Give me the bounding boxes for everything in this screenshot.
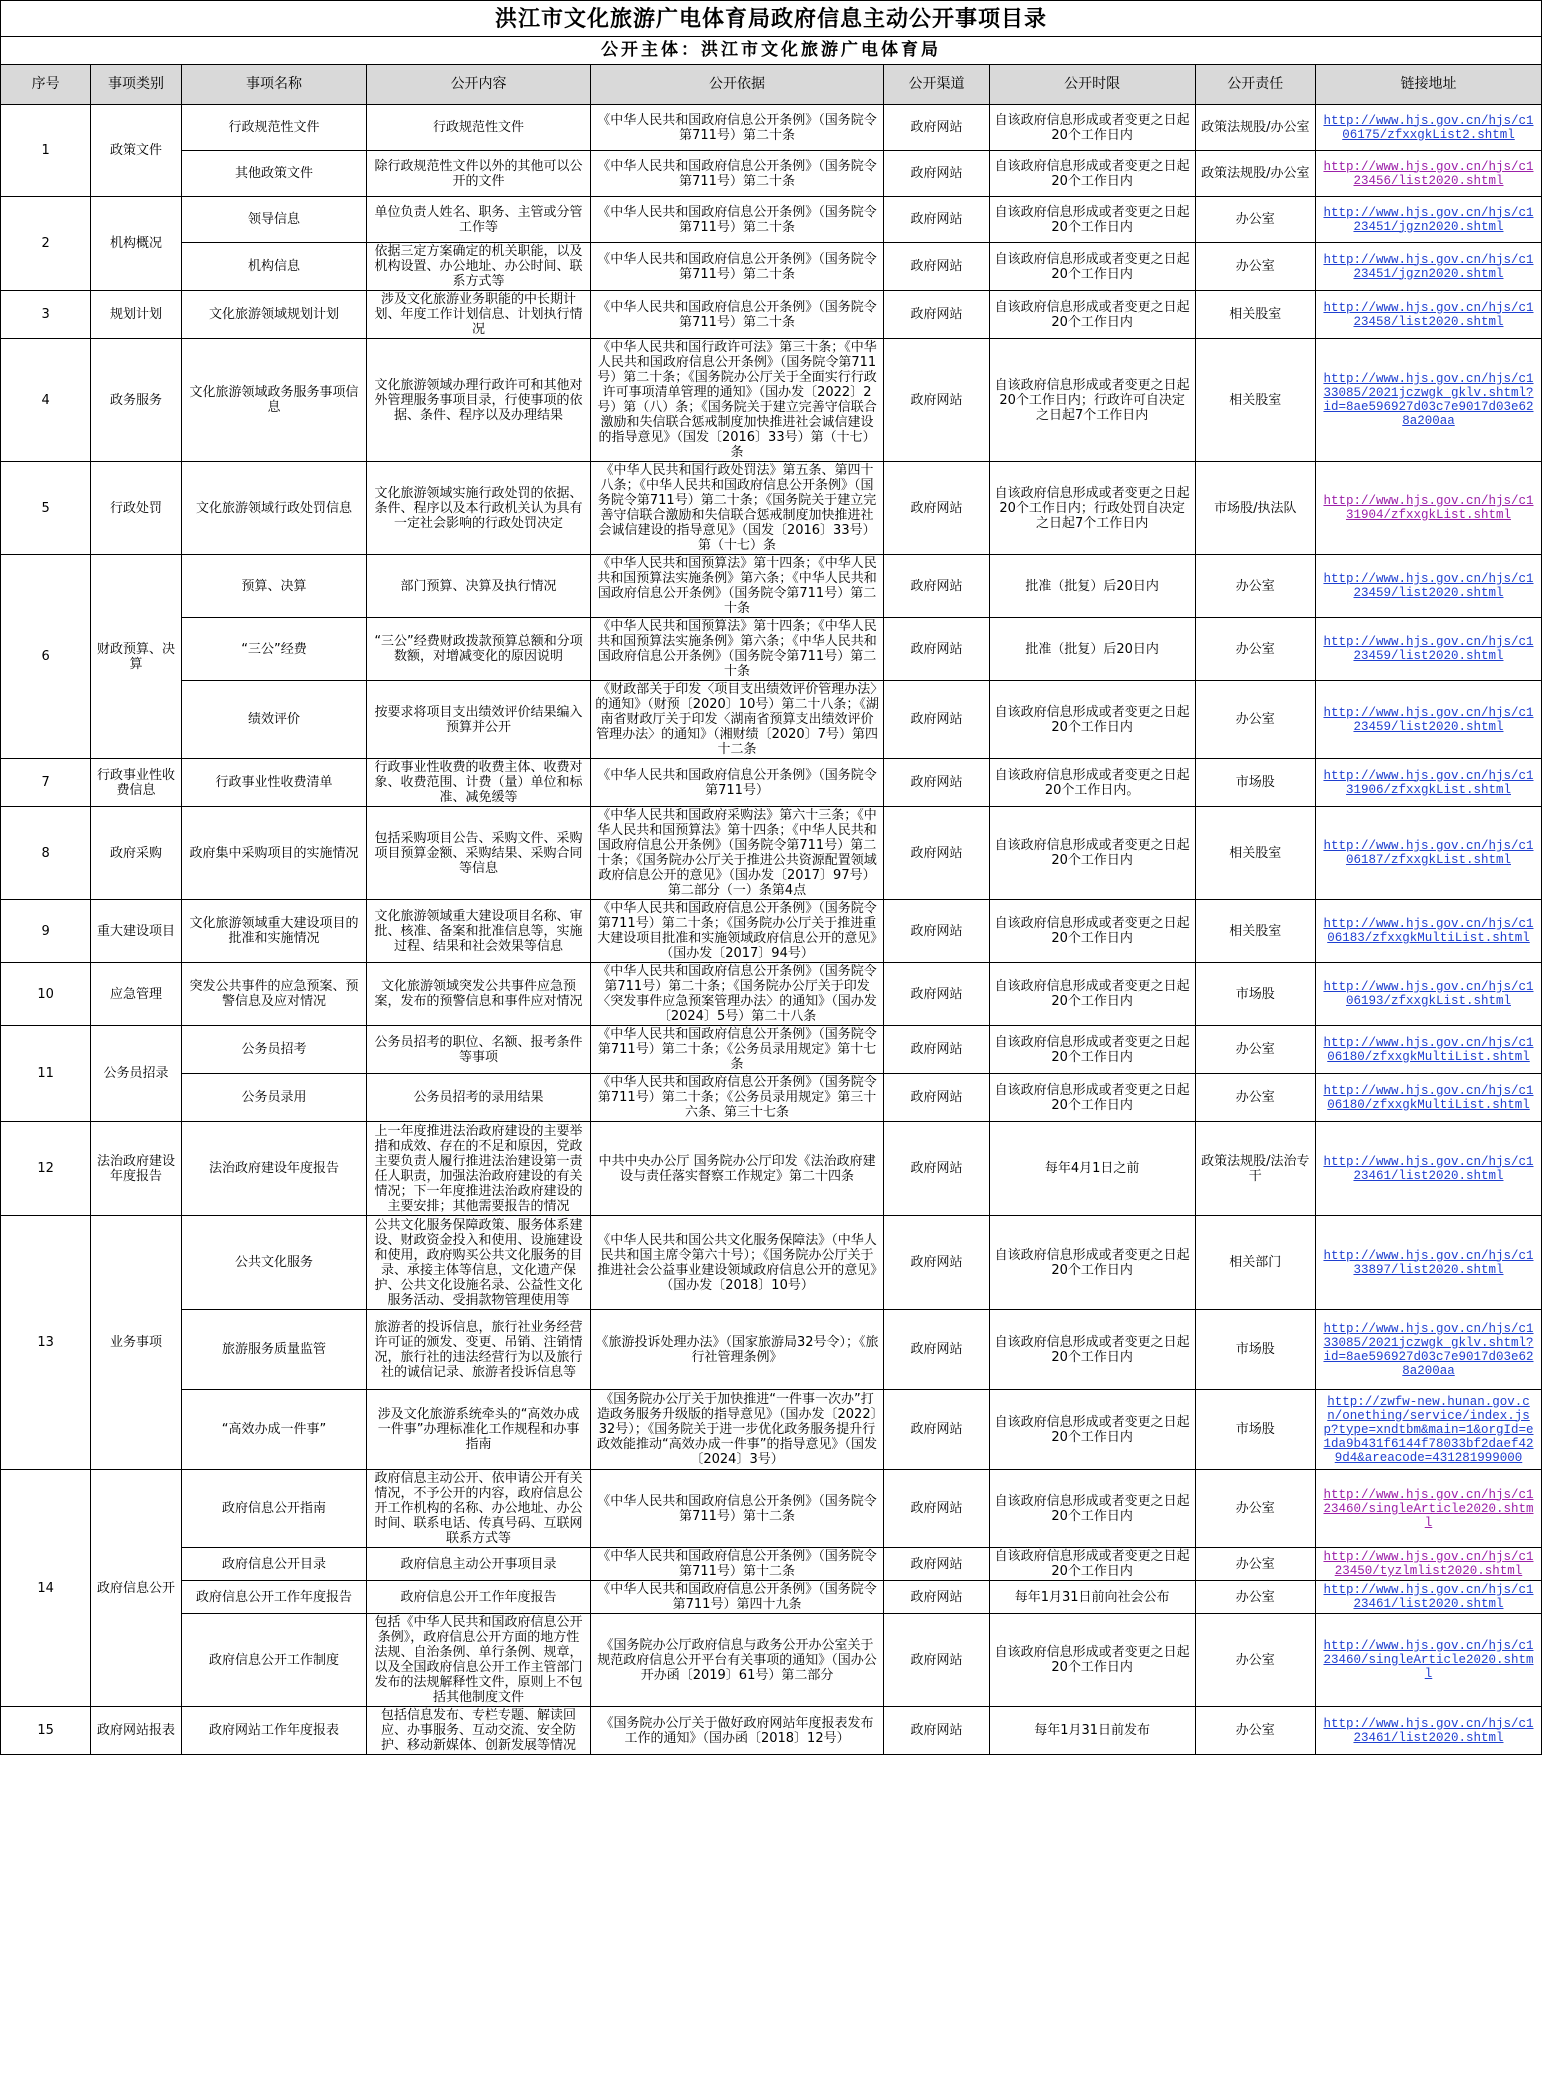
row-basis: 《中华人民共和国政府信息公开条例》（国务院令第711号）第二十条: [590, 151, 884, 197]
table-row: [1, 1707, 1542, 1755]
row-content: 包括《中华人民共和国政府信息公开条例》，政府信息公开方面的地方性法规、自治条例、单行条例、规章，以及全国政府信息公开工作主管部门发布的法规解释性文件，原则上不包括其他制度文件: [367, 1614, 590, 1707]
row-item-name: 行政规范性文件: [181, 105, 367, 151]
row-deadline: 自该政府信息形成或者变更之日起20个工作日内: [989, 681, 1195, 759]
table-row: [1, 151, 1542, 197]
row-link[interactable]: http://www.hjs.gov.cn/hjs/c123460/singleArticle2020.shtml: [1315, 1470, 1541, 1548]
table-row: [1, 1470, 1542, 1548]
row-basis: 《中华人民共和国政府信息公开条例》（国务院令第711号）第二十条；《国务院办公厅关于印发〈突发事件应急预案管理办法〉的通知》（国办发〔2024〕5号）第二十八条: [590, 963, 884, 1026]
row-channel: 政府网站: [884, 151, 989, 197]
row-content: 单位负责人姓名、职务、主管或分管工作等: [367, 197, 590, 243]
header-link: 链接地址: [1315, 65, 1541, 105]
row-channel: 政府网站: [884, 1470, 989, 1548]
row-seq: 5: [1, 462, 91, 555]
row-link[interactable]: http://www.hjs.gov.cn/hjs/c106187/zfxxgkList.shtml: [1315, 807, 1541, 900]
row-responsibility: 办公室: [1195, 1026, 1315, 1074]
row-responsibility: 相关部门: [1195, 1216, 1315, 1310]
row-category: 行政处罚: [91, 462, 181, 555]
row-deadline: 批准（批复）后20日内: [989, 555, 1195, 618]
row-basis: 《旅游投诉处理办法》（国家旅游局32号令）；《旅行社管理条例》: [590, 1310, 884, 1390]
row-item-name: 公务员招考: [181, 1026, 367, 1074]
row-channel: 政府网站: [884, 807, 989, 900]
row-channel: 政府网站: [884, 555, 989, 618]
row-deadline: 自该政府信息形成或者变更之日起20个工作日内: [989, 900, 1195, 963]
row-deadline: 自该政府信息形成或者变更之日起20个工作日内: [989, 1548, 1195, 1581]
row-basis: 《国务院办公厅关于做好政府网站年度报表发布工作的通知》（国办函〔2018〕12号）: [590, 1707, 884, 1755]
row-basis: 《中华人民共和国政府信息公开条例》（国务院令第711号）: [590, 759, 884, 807]
row-responsibility: 市场股/执法队: [1195, 462, 1315, 555]
row-basis: 《中华人民共和国政府信息公开条例》（国务院令第711号）第四十九条: [590, 1581, 884, 1614]
row-basis: 中共中央办公厅 国务院办公厅印发《法治政府建设与责任落实督察工作规定》第二十四条: [590, 1122, 884, 1216]
row-link[interactable]: http://www.hjs.gov.cn/hjs/c133897/list2020.shtml: [1315, 1216, 1541, 1310]
row-deadline: 自该政府信息形成或者变更之日起20个工作日内。: [989, 759, 1195, 807]
row-item-name: “高效办成一件事”: [181, 1390, 367, 1470]
row-responsibility: 办公室: [1195, 1581, 1315, 1614]
row-channel: 政府网站: [884, 462, 989, 555]
row-link[interactable]: http://www.hjs.gov.cn/hjs/c123461/list2020.shtml: [1315, 1122, 1541, 1216]
row-item-name: 旅游服务质量监管: [181, 1310, 367, 1390]
table-row: [1, 807, 1542, 900]
publishing-entity: 公开主体：洪江市文化旅游广电体育局: [1, 37, 1542, 65]
row-link[interactable]: http://www.hjs.gov.cn/hjs/c106180/zfxxgkMultiList.shtml: [1315, 1074, 1541, 1122]
row-category: 政府采购: [91, 807, 181, 900]
row-content: 文化旅游领域重大建设项目名称、审批、核准、备案和批准信息等，实施过程、结果和社会效果等信息: [367, 900, 590, 963]
row-basis: 《中华人民共和国政府信息公开条例》（国务院令第711号）第二十条；《公务员录用规定》第十七条: [590, 1026, 884, 1074]
row-responsibility: 市场股: [1195, 759, 1315, 807]
row-link[interactable]: http://www.hjs.gov.cn/hjs/c123461/list2020.shtml: [1315, 1707, 1541, 1755]
row-channel: 政府网站: [884, 1026, 989, 1074]
row-link[interactable]: http://zwfw-new.hunan.gov.cn/onething/service/index.jsp?type=xndtbm&main=1&orgId=e1da9b431f6144f78033bf2daef429d4&areacode=431281999000: [1315, 1390, 1541, 1470]
row-item-name: 公共文化服务: [181, 1216, 367, 1310]
row-content: 文化旅游领域突发公共事件应急预案，发布的预警信息和事件应对情况: [367, 963, 590, 1026]
header-responsibility: 公开责任: [1195, 65, 1315, 105]
row-category: 机构概况: [91, 197, 181, 291]
row-responsibility: 相关股室: [1195, 339, 1315, 462]
row-category: 政府信息公开: [91, 1470, 181, 1707]
row-seq: 1: [1, 105, 91, 197]
row-link[interactable]: http://www.hjs.gov.cn/hjs/c131904/zfxxgkList.shtml: [1315, 462, 1541, 555]
row-content: 部门预算、决算及执行情况: [367, 555, 590, 618]
row-item-name: 领导信息: [181, 197, 367, 243]
row-seq: 10: [1, 963, 91, 1026]
row-seq: 7: [1, 759, 91, 807]
row-content: 涉及文化旅游业务职能的中长期计划、年度工作计划信息、计划执行情况: [367, 291, 590, 339]
table-row: [1, 759, 1542, 807]
row-item-name: 行政事业性收费清单: [181, 759, 367, 807]
row-category: 公务员招录: [91, 1026, 181, 1122]
row-channel: 政府网站: [884, 1614, 989, 1707]
row-channel: 政府网站: [884, 963, 989, 1026]
row-content: 包括采购项目公告、采购文件、采购项目预算金额、采购结果、采购合同等信息: [367, 807, 590, 900]
row-channel: 政府网站: [884, 105, 989, 151]
row-content: 政府信息主动公开、依申请公开有关情况，不予公开的内容，政府信息公开工作机构的名称、办公地址、办公时间、联系电话、传真号码、互联网联系方式等: [367, 1470, 590, 1548]
row-deadline: 每年4月1日之前: [989, 1122, 1195, 1216]
row-responsibility: 办公室: [1195, 197, 1315, 243]
row-channel: 政府网站: [884, 1122, 989, 1216]
row-link[interactable]: http://www.hjs.gov.cn/hjs/c106183/zfxxgkMultiList.shtml: [1315, 900, 1541, 963]
row-responsibility: 政策法规股/法治专干: [1195, 1122, 1315, 1216]
row-content: 行政规范性文件: [367, 105, 590, 151]
row-responsibility: 市场股: [1195, 963, 1315, 1026]
row-content: 按要求将项目支出绩效评价结果编入预算并公开: [367, 681, 590, 759]
row-deadline: 自该政府信息形成或者变更之日起20个工作日内: [989, 963, 1195, 1026]
row-deadline: 自该政府信息形成或者变更之日起20个工作日内: [989, 1074, 1195, 1122]
row-deadline: 自该政府信息形成或者变更之日起20个工作日内: [989, 1026, 1195, 1074]
table-row: [1, 243, 1542, 291]
row-deadline: 自该政府信息形成或者变更之日起20个工作日内: [989, 291, 1195, 339]
row-category: 业务事项: [91, 1216, 181, 1470]
row-link[interactable]: http://www.hjs.gov.cn/hjs/c123451/jgzn2020.shtml: [1315, 243, 1541, 291]
row-basis: 《财政部关于印发〈项目支出绩效评价管理办法〉的通知》（财预〔2020〕10号）第二十八条；《湖南省财政厅关于印发〈湖南省预算支出绩效评价管理办法〉的通知》（湘财绩〔2020〕7号）第四十二条: [590, 681, 884, 759]
row-item-name: 政府信息公开目录: [181, 1548, 367, 1581]
row-item-name: 政府信息公开工作年度报告: [181, 1581, 367, 1614]
row-channel: 政府网站: [884, 618, 989, 681]
row-basis: 《中华人民共和国政府信息公开条例》（国务院令第711号）第二十条: [590, 197, 884, 243]
row-basis: 《中华人民共和国政府信息公开条例》（国务院令第711号）第二十条: [590, 105, 884, 151]
row-channel: 政府网站: [884, 197, 989, 243]
row-deadline: 自该政府信息形成或者变更之日起20个工作日内: [989, 243, 1195, 291]
row-content: 依据三定方案确定的机关职能，以及机构设置、办公地址、办公时间、联系方式等: [367, 243, 590, 291]
row-deadline: 自该政府信息形成或者变更之日起20个工作日内: [989, 1470, 1195, 1548]
row-link[interactable]: http://www.hjs.gov.cn/hjs/c123456/list2020.shtml: [1315, 151, 1541, 197]
row-content: 公务员招考的职位、名额、报考条件等事项: [367, 1026, 590, 1074]
row-responsibility: 办公室: [1195, 681, 1315, 759]
row-content: 包括信息发布、专栏专题、解读回应、办事服务、互动交流、安全防护、移动新媒体、创新发展等情况: [367, 1707, 590, 1755]
row-seq: 2: [1, 197, 91, 291]
row-basis: 《中华人民共和国行政许可法》第三十条；《中华人民共和国政府信息公开条例》（国务院令第711号）第二十条；《国务院办公厅关于全面实行行政许可事项清单管理的通知》（国办发〔2022〕2号）第（八）条；《国务院关于建立完善守信联合激励和失信联合惩戒制度加快推进社会诚信建设的指导意见》（国发〔2016〕33号）第（十七）条: [590, 339, 884, 462]
header-item-name: 事项名称: [181, 65, 367, 105]
row-link[interactable]: http://www.hjs.gov.cn/hjs/c106193/zfxxgkList.shtml: [1315, 963, 1541, 1026]
row-content: 除行政规范性文件以外的其他可以公开的文件: [367, 151, 590, 197]
row-channel: 政府网站: [884, 243, 989, 291]
row-deadline: 自该政府信息形成或者变更之日起20个工作日内: [989, 807, 1195, 900]
table-row: [1, 1614, 1542, 1707]
row-channel: 政府网站: [884, 1074, 989, 1122]
row-basis: 《中华人民共和国预算法》第十四条；《中华人民共和国预算法实施条例》第六条；《中华人民共和国政府信息公开条例》（国务院令第711号）第二十条: [590, 555, 884, 618]
row-deadline: 每年1月31日前发布: [989, 1707, 1195, 1755]
row-link[interactable]: http://www.hjs.gov.cn/hjs/c123461/list2020.shtml: [1315, 1581, 1541, 1614]
row-link[interactable]: http://www.hjs.gov.cn/hjs/c123451/jgzn2020.shtml: [1315, 197, 1541, 243]
row-deadline: 自该政府信息形成或者变更之日起20个工作日内: [989, 197, 1195, 243]
table-row: [1, 197, 1542, 243]
row-deadline: 批准（批复）后20日内: [989, 618, 1195, 681]
row-item-name: 其他政策文件: [181, 151, 367, 197]
row-basis: 《中华人民共和国政府信息公开条例》（国务院令第711号）第二十条；《国务院办公厅关于推进重大建设项目批准和实施领域政府信息公开的意见》（国办发〔2017〕94号）: [590, 900, 884, 963]
table-row: [1, 462, 1542, 555]
row-deadline: 自该政府信息形成或者变更之日起20个工作日内: [989, 1614, 1195, 1707]
row-link[interactable]: http://www.hjs.gov.cn/hjs/c106180/zfxxgkMultiList.shtml: [1315, 1026, 1541, 1074]
row-basis: 《国务院办公厅关于加快推进“一件事一次办”打造政务服务升级版的指导意见》（国办发〔2022〕32号）；《国务院关于进一步优化政务服务提升行政效能推动“高效办成一件事”的指导意见》（国发〔2024〕3号）: [590, 1390, 884, 1470]
row-link[interactable]: http://www.hjs.gov.cn/hjs/c123450/tyzlmlist2020.shtml: [1315, 1548, 1541, 1581]
row-responsibility: 相关股室: [1195, 807, 1315, 900]
row-responsibility: 办公室: [1195, 1707, 1315, 1755]
row-seq: 11: [1, 1026, 91, 1122]
row-seq: 9: [1, 900, 91, 963]
row-deadline: 自该政府信息形成或者变更之日起20个工作日内: [989, 1310, 1195, 1390]
table-row: [1, 1310, 1542, 1390]
row-basis: 《国务院办公厅政府信息与政务公开办公室关于规范政府信息公开平台有关事项的通知》（国办公开办函〔2019〕61号）第二部分: [590, 1614, 884, 1707]
table-row: [1, 555, 1542, 618]
row-basis: 《中华人民共和国政府信息公开条例》（国务院令第711号）第二十条: [590, 243, 884, 291]
row-channel: 政府网站: [884, 1310, 989, 1390]
row-channel: 政府网站: [884, 681, 989, 759]
row-link[interactable]: http://www.hjs.gov.cn/hjs/c131906/zfxxgkList.shtml: [1315, 759, 1541, 807]
row-deadline: 自该政府信息形成或者变更之日起20个工作日内；行政处罚自决定之日起7个工作日内: [989, 462, 1195, 555]
table-row: [1, 105, 1542, 151]
row-seq: 13: [1, 1216, 91, 1470]
row-responsibility: 市场股: [1195, 1390, 1315, 1470]
row-basis: 《中华人民共和国政府信息公开条例》（国务院令第711号）第十二条: [590, 1470, 884, 1548]
header-channel: 公开渠道: [884, 65, 989, 105]
row-category: 政策文件: [91, 105, 181, 197]
row-responsibility: 办公室: [1195, 1074, 1315, 1122]
row-item-name: 政府信息公开工作制度: [181, 1614, 367, 1707]
row-basis: 《中华人民共和国行政处罚法》第五条、第四十八条；《中华人民共和国政府信息公开条例》（国务院令第711号）第二十条；《国务院关于建立完善守信联合激励和失信联合惩戒制度加快推进社会诚信建设的指导意见》（国发〔2016〕33号）第（十七）条: [590, 462, 884, 555]
row-content: 政府信息公开工作年度报告: [367, 1581, 590, 1614]
row-category: 应急管理: [91, 963, 181, 1026]
row-content: 公务员招考的录用结果: [367, 1074, 590, 1122]
row-channel: 政府网站: [884, 1548, 989, 1581]
row-category: 财政预算、决算: [91, 555, 181, 759]
row-basis: 《中华人民共和国预算法》第十四条；《中华人民共和国预算法实施条例》第六条；《中华人民共和国政府信息公开条例》（国务院令第711号）第二十条: [590, 618, 884, 681]
row-responsibility: 办公室: [1195, 618, 1315, 681]
row-channel: 政府网站: [884, 900, 989, 963]
row-channel: 政府网站: [884, 291, 989, 339]
row-item-name: 突发公共事件的应急预案、预警信息及应对情况: [181, 963, 367, 1026]
row-link[interactable]: http://www.hjs.gov.cn/hjs/c123459/list2020.shtml: [1315, 681, 1541, 759]
row-link[interactable]: http://www.hjs.gov.cn/hjs/c123459/list2020.shtml: [1315, 555, 1541, 618]
row-content: 涉及文化旅游系统牵头的“高效办成一件事”办理标准化工作规程和办事指南: [367, 1390, 590, 1470]
row-deadline: 每年1月31日前向社会公布: [989, 1581, 1195, 1614]
row-content: 文化旅游领域办理行政许可和其他对外管理服务事项目录，行使事项的依据、条件、程序以及办理结果: [367, 339, 590, 462]
row-content: 旅游者的投诉信息，旅行社业务经营许可证的颁发、变更、吊销、注销情况，旅行社的违法经营行为以及旅行社的诚信记录、旅游者投诉信息等: [367, 1310, 590, 1390]
row-item-name: 文化旅游领域重大建设项目的批准和实施情况: [181, 900, 367, 963]
row-category: 政务服务: [91, 339, 181, 462]
table-row: [1, 1548, 1542, 1581]
table-row: [1, 291, 1542, 339]
row-responsibility: 办公室: [1195, 1548, 1315, 1581]
row-responsibility: 办公室: [1195, 1614, 1315, 1707]
row-item-name: 绩效评价: [181, 681, 367, 759]
row-channel: 政府网站: [884, 339, 989, 462]
row-link[interactable]: http://www.hjs.gov.cn/hjs/c133085/2021jczwgk_gklv.shtml?id=8ae596927d03c7e9017d03e628a200aa: [1315, 1310, 1541, 1390]
page-title: 洪江市文化旅游广电体育局政府信息主动公开事项目录: [1, 1, 1542, 37]
header-seq: 序号: [1, 65, 91, 105]
row-content: 行政事业性收费的收费主体、收费对象、收费范围、计费（量）单位和标准、减免缓等: [367, 759, 590, 807]
row-channel: 政府网站: [884, 1390, 989, 1470]
row-content: 文化旅游领域实施行政处罚的依据、条件、程序以及本行政机关认为具有一定社会影响的行政处罚决定: [367, 462, 590, 555]
row-category: 行政事业性收费信息: [91, 759, 181, 807]
row-seq: 6: [1, 555, 91, 759]
row-seq: 15: [1, 1707, 91, 1755]
row-category: 法治政府建设年度报告: [91, 1122, 181, 1216]
row-basis: 《中华人民共和国政府信息公开条例》（国务院令第711号）第十二条: [590, 1548, 884, 1581]
row-basis: 《中华人民共和国政府信息公开条例》（国务院令第711号）第二十条: [590, 291, 884, 339]
row-item-name: 法治政府建设年度报告: [181, 1122, 367, 1216]
row-link[interactable]: http://www.hjs.gov.cn/hjs/c123460/singleArticle2020.shtml: [1315, 1614, 1541, 1707]
table-row: [1, 1216, 1542, 1310]
row-item-name: 政府集中采购项目的实施情况: [181, 807, 367, 900]
row-responsibility: 市场股: [1195, 1310, 1315, 1390]
row-category: 重大建设项目: [91, 900, 181, 963]
row-content: 公共文化服务保障政策、服务体系建设、财政资金投入和使用、设施建设和使用，政府购买公共文化服务的目录、承接主体等信息，文化遗产保护、公共文化设施名录、公益性文化服务活动、受捐款物管理使用等: [367, 1216, 590, 1310]
header-category: 事项类别: [91, 65, 181, 105]
row-link[interactable]: http://www.hjs.gov.cn/hjs/c106175/zfxxgkList2.shtml: [1315, 105, 1541, 151]
row-seq: 12: [1, 1122, 91, 1216]
row-item-name: 机构信息: [181, 243, 367, 291]
row-basis: 《中华人民共和国公共文化服务保障法》（中华人民共和国主席令第六十号）；《国务院办公厅关于推进社会公益事业建设领域政府信息公开的意见》（国办发〔2018〕10号）: [590, 1216, 884, 1310]
header-deadline: 公开时限: [989, 65, 1195, 105]
row-deadline: 自该政府信息形成或者变更之日起20个工作日内；行政许可自决定之日起7个工作日内: [989, 339, 1195, 462]
row-responsibility: 办公室: [1195, 243, 1315, 291]
row-deadline: 自该政府信息形成或者变更之日起20个工作日内: [989, 1390, 1195, 1470]
table-header-row: [1, 65, 1542, 105]
row-content: 政府信息主动公开事项目录: [367, 1548, 590, 1581]
row-deadline: 自该政府信息形成或者变更之日起20个工作日内: [989, 105, 1195, 151]
row-responsibility: 相关股室: [1195, 900, 1315, 963]
row-channel: 政府网站: [884, 1707, 989, 1755]
row-item-name: 政府网站工作年度报表: [181, 1707, 367, 1755]
table-row: [1, 1026, 1542, 1074]
table-row: [1, 339, 1542, 462]
row-item-name: “三公”经费: [181, 618, 367, 681]
row-responsibility: 政策法规股/办公室: [1195, 105, 1315, 151]
row-item-name: 公务员录用: [181, 1074, 367, 1122]
row-seq: 8: [1, 807, 91, 900]
row-seq: 4: [1, 339, 91, 462]
row-item-name: 预算、决算: [181, 555, 367, 618]
table-row: [1, 1122, 1542, 1216]
row-basis: 《中华人民共和国政府采购法》第六十三条；《中华人民共和国预算法》第十四条；《中华人民共和国政府信息公开条例》（国务院令第711号）第二十条；《国务院办公厅关于推进公共资源配置领域政府信息公开的意见》（国办发〔2017〕97号）第二部分（一）条第4点: [590, 807, 884, 900]
table-row: [1, 963, 1542, 1026]
row-channel: 政府网站: [884, 1216, 989, 1310]
row-link[interactable]: http://www.hjs.gov.cn/hjs/c123459/list2020.shtml: [1315, 618, 1541, 681]
table-row: [1, 618, 1542, 681]
row-content: 上一年度推进法治政府建设的主要举措和成效、存在的不足和原因，党政主要负责人履行推进法治建设第一责任人职责，加强法治政府建设的有关情况；下一年度推进法治政府建设的主要安排；其他需要报告的情况: [367, 1122, 590, 1216]
row-basis: 《中华人民共和国政府信息公开条例》（国务院令第711号）第二十条；《公务员录用规定》第三十六条、第三十七条: [590, 1074, 884, 1122]
row-responsibility: 办公室: [1195, 555, 1315, 618]
row-channel: 政府网站: [884, 1581, 989, 1614]
header-basis: 公开依据: [590, 65, 884, 105]
row-responsibility: 办公室: [1195, 1470, 1315, 1548]
row-content: “三公”经费财政拨款预算总额和分项数额，对增减变化的原因说明: [367, 618, 590, 681]
table-body: [1, 105, 1542, 1755]
row-link[interactable]: http://www.hjs.gov.cn/hjs/c133085/2021jczwgk_gklv.shtml?id=8ae596927d03c7e9017d03e628a200aa: [1315, 339, 1541, 462]
row-responsibility: 相关股室: [1195, 291, 1315, 339]
table-row: [1, 1074, 1542, 1122]
table-row: [1, 900, 1542, 963]
row-category: 规划计划: [91, 291, 181, 339]
row-deadline: 自该政府信息形成或者变更之日起20个工作日内: [989, 151, 1195, 197]
row-deadline: 自该政府信息形成或者变更之日起20个工作日内: [989, 1216, 1195, 1310]
row-link[interactable]: http://www.hjs.gov.cn/hjs/c123458/list2020.shtml: [1315, 291, 1541, 339]
row-item-name: 政府信息公开指南: [181, 1470, 367, 1548]
header-content: 公开内容: [367, 65, 590, 105]
row-responsibility: 政策法规股/办公室: [1195, 151, 1315, 197]
row-seq: 14: [1, 1470, 91, 1707]
table-row: [1, 1390, 1542, 1470]
row-channel: 政府网站: [884, 759, 989, 807]
row-item-name: 文化旅游领域规划计划: [181, 291, 367, 339]
row-item-name: 文化旅游领域政务服务事项信息: [181, 339, 367, 462]
table-row: [1, 681, 1542, 759]
row-item-name: 文化旅游领域行政处罚信息: [181, 462, 367, 555]
row-category: 政府网站报表: [91, 1707, 181, 1755]
table-row: [1, 1581, 1542, 1614]
row-seq: 3: [1, 291, 91, 339]
